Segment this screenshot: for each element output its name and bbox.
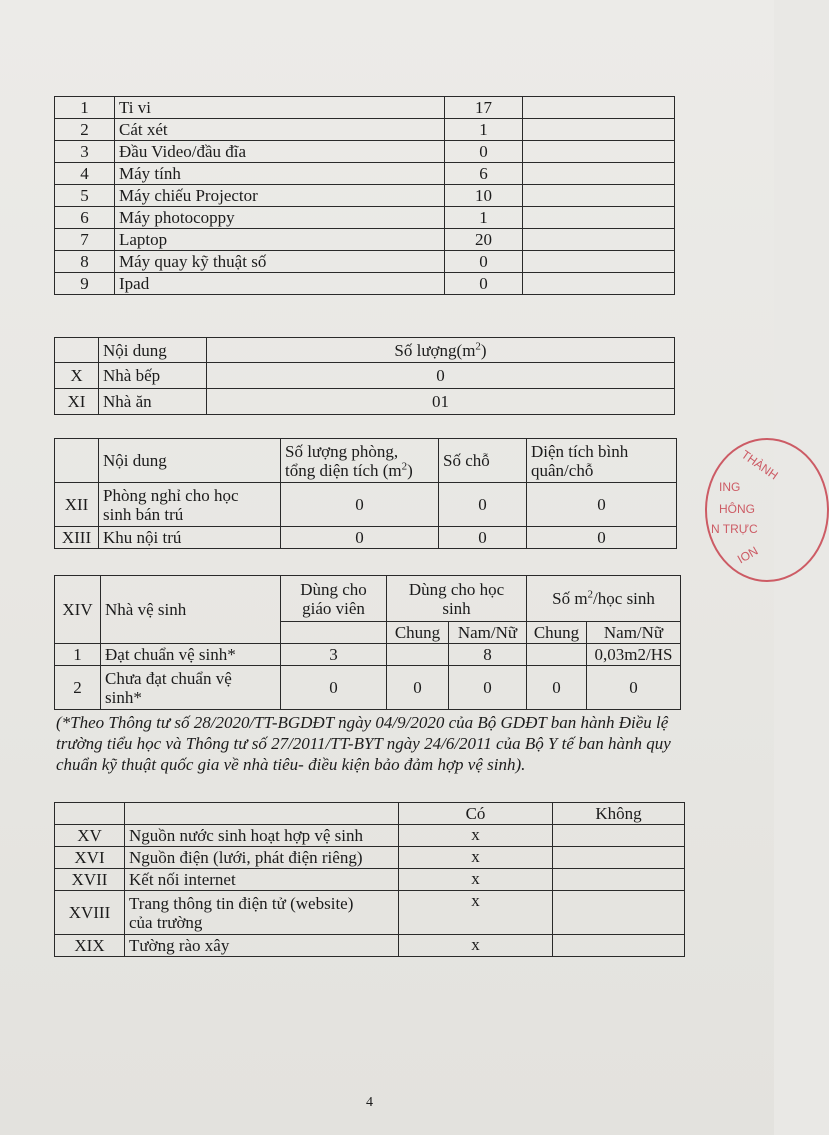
table-header-row bbox=[55, 338, 675, 363]
row-number: XV bbox=[55, 825, 125, 847]
table-row bbox=[55, 363, 675, 389]
row-number: 5 bbox=[55, 185, 115, 207]
boarding-table bbox=[54, 438, 677, 549]
no-item bbox=[553, 869, 685, 891]
item-name: Phòng nghỉ cho học sinh bán trú bbox=[99, 483, 281, 527]
row-number: XIX bbox=[55, 935, 125, 957]
item-name: Máy photocoppy bbox=[115, 207, 445, 229]
row-number: 9 bbox=[55, 273, 115, 295]
header-content: Nội dung bbox=[99, 338, 207, 363]
toilet-table bbox=[54, 575, 681, 710]
has-item: x bbox=[399, 935, 553, 957]
table-row bbox=[55, 119, 675, 141]
item-quantity: 0 bbox=[445, 141, 523, 163]
header-yes: Có bbox=[399, 803, 553, 825]
table-row bbox=[55, 483, 677, 527]
table-row bbox=[55, 141, 675, 163]
facility-table bbox=[54, 802, 685, 957]
row-number: 8 bbox=[55, 251, 115, 273]
header-per-student: Số $m^2$/học sinh bbox=[527, 576, 681, 622]
student-gender: 0 bbox=[449, 666, 527, 710]
header-no: Không bbox=[553, 803, 685, 825]
teacher-count: 0 bbox=[281, 666, 387, 710]
item-note bbox=[523, 185, 675, 207]
table-row bbox=[55, 935, 685, 957]
area-gender: 0 bbox=[587, 666, 681, 710]
table-header-row bbox=[55, 439, 677, 483]
row-number: 4 bbox=[55, 163, 115, 185]
item-rooms: 0 bbox=[281, 483, 439, 527]
item-name: Cát xét bbox=[115, 119, 445, 141]
row-number: XIII bbox=[55, 527, 99, 549]
item-name: Máy chiếu Projector bbox=[115, 185, 445, 207]
item-note bbox=[523, 163, 675, 185]
item-name: Nguồn nước sinh hoạt hợp vệ sinh bbox=[125, 825, 399, 847]
item-name: Chưa đạt chuẩn vệ sinh* bbox=[101, 666, 281, 710]
row-number: 3 bbox=[55, 141, 115, 163]
row-number: XVII bbox=[55, 869, 125, 891]
item-value: 0 bbox=[207, 363, 675, 389]
footnote: (*Theo Thông tư số 28/2020/TT-BGDĐT ngày 04/9/2020 của Bộ GDĐT ban hành Điều lệ trường tiểu học và Thông tư số 27/2011/TT-BYT ngày 24/6/2011 của Bộ Y tế ban hành quy chuẩn kỹ thuật quốc gia về nhà tiêu- điều kiện bảo đảm hợp vệ sinh). bbox=[56, 713, 671, 774]
item-quantity: 10 bbox=[445, 185, 523, 207]
no-item bbox=[553, 935, 685, 957]
item-name: Nhà ăn bbox=[99, 389, 207, 415]
item-note bbox=[523, 97, 675, 119]
page-number: 4 bbox=[366, 1095, 373, 1110]
table-row bbox=[55, 185, 675, 207]
area-common bbox=[527, 644, 587, 666]
header-student: Dùng cho học sinh bbox=[387, 576, 527, 622]
item-note bbox=[523, 141, 675, 163]
sub-common: Chung bbox=[387, 622, 449, 644]
table-row bbox=[55, 273, 675, 295]
item-area: 0 bbox=[527, 527, 677, 549]
item-value: 01 bbox=[207, 389, 675, 415]
row-number: 2 bbox=[55, 119, 115, 141]
row-number: XVIII bbox=[55, 891, 125, 935]
item-name: Kết nối internet bbox=[125, 869, 399, 891]
item-name: Nguồn điện (lưới, phát điện riêng) bbox=[125, 847, 399, 869]
no-item bbox=[553, 825, 685, 847]
item-quantity: 17 bbox=[445, 97, 523, 119]
header-no: XIV bbox=[55, 576, 101, 644]
has-item: x bbox=[399, 825, 553, 847]
table-header-row bbox=[55, 803, 685, 825]
table-row bbox=[55, 251, 675, 273]
official-seal-stamp: THÀNH ING HÔNG N TRỰC ION bbox=[705, 438, 829, 582]
table-row bbox=[55, 891, 685, 935]
item-quantity: 1 bbox=[445, 207, 523, 229]
row-number: XI bbox=[55, 389, 99, 415]
row-number: 2 bbox=[55, 666, 101, 710]
item-name: Nhà bếp bbox=[99, 363, 207, 389]
table-row bbox=[55, 644, 681, 666]
has-item: x bbox=[399, 869, 553, 891]
has-item: x bbox=[399, 891, 553, 935]
student-common: 0 bbox=[387, 666, 449, 710]
teacher-count: 3 bbox=[281, 644, 387, 666]
item-name: Máy quay kỹ thuật số bbox=[115, 251, 445, 273]
item-name: Đầu Video/đầu đĩa bbox=[115, 141, 445, 163]
item-quantity: 6 bbox=[445, 163, 523, 185]
item-note bbox=[523, 229, 675, 251]
header-quantity: Số $lượng(m^2)$ bbox=[207, 338, 675, 363]
student-gender: 8 bbox=[449, 644, 527, 666]
item-note bbox=[523, 207, 675, 229]
table-row bbox=[55, 229, 675, 251]
has-item: x bbox=[399, 847, 553, 869]
item-name: Đạt chuẩn vệ sinh* bbox=[101, 644, 281, 666]
item-name: Ipad bbox=[115, 273, 445, 295]
row-number: 6 bbox=[55, 207, 115, 229]
header-area: Diện tích bình quân/chỗ bbox=[527, 439, 677, 483]
item-note bbox=[523, 273, 675, 295]
item-quantity: 20 bbox=[445, 229, 523, 251]
item-note bbox=[523, 119, 675, 141]
item-name: Laptop bbox=[115, 229, 445, 251]
no-item bbox=[553, 891, 685, 935]
item-area: 0 bbox=[527, 483, 677, 527]
table-row bbox=[55, 389, 675, 415]
table-row bbox=[55, 207, 675, 229]
row-number: 1 bbox=[55, 97, 115, 119]
row-number: 7 bbox=[55, 229, 115, 251]
item-seats: 0 bbox=[439, 527, 527, 549]
item-seats: 0 bbox=[439, 483, 527, 527]
area-common: 0 bbox=[527, 666, 587, 710]
area-gender: 0,03m2/HS bbox=[587, 644, 681, 666]
item-rooms: 0 bbox=[281, 527, 439, 549]
header-title: Nhà vệ sinh bbox=[101, 576, 281, 644]
table-row bbox=[55, 666, 681, 710]
header-rooms: Số lượng phòng, tổng diện tích $(m^2)$ bbox=[281, 439, 439, 483]
header-seats: Số chỗ bbox=[439, 439, 527, 483]
table-row bbox=[55, 825, 685, 847]
table-row bbox=[55, 869, 685, 891]
header-content: Nội dung bbox=[99, 439, 281, 483]
item-note bbox=[523, 251, 675, 273]
table-row bbox=[55, 847, 685, 869]
no-item bbox=[553, 847, 685, 869]
row-number: XII bbox=[55, 483, 99, 527]
table-row bbox=[55, 163, 675, 185]
student-common bbox=[387, 644, 449, 666]
sub-gender-2: Nam/Nữ bbox=[587, 622, 681, 644]
item-name: Trang thông tin điện tử (website) của trường bbox=[125, 891, 399, 935]
table-row bbox=[55, 527, 677, 549]
table-header-row bbox=[55, 576, 681, 622]
item-name: Khu nội trú bbox=[99, 527, 281, 549]
row-number: X bbox=[55, 363, 99, 389]
sub-gender: Nam/Nữ bbox=[449, 622, 527, 644]
row-number: 1 bbox=[55, 644, 101, 666]
table-row bbox=[55, 97, 675, 119]
item-name: Ti vi bbox=[115, 97, 445, 119]
item-quantity: 1 bbox=[445, 119, 523, 141]
item-name: Tường rào xây bbox=[125, 935, 399, 957]
equipment-table bbox=[54, 96, 675, 295]
item-quantity: 0 bbox=[445, 273, 523, 295]
item-name: Máy tính bbox=[115, 163, 445, 185]
header-teacher: Dùng cho giáo viên bbox=[281, 576, 387, 622]
item-quantity: 0 bbox=[445, 251, 523, 273]
row-number: XVI bbox=[55, 847, 125, 869]
sub-common-2: Chung bbox=[527, 622, 587, 644]
kitchen-table bbox=[54, 337, 675, 415]
